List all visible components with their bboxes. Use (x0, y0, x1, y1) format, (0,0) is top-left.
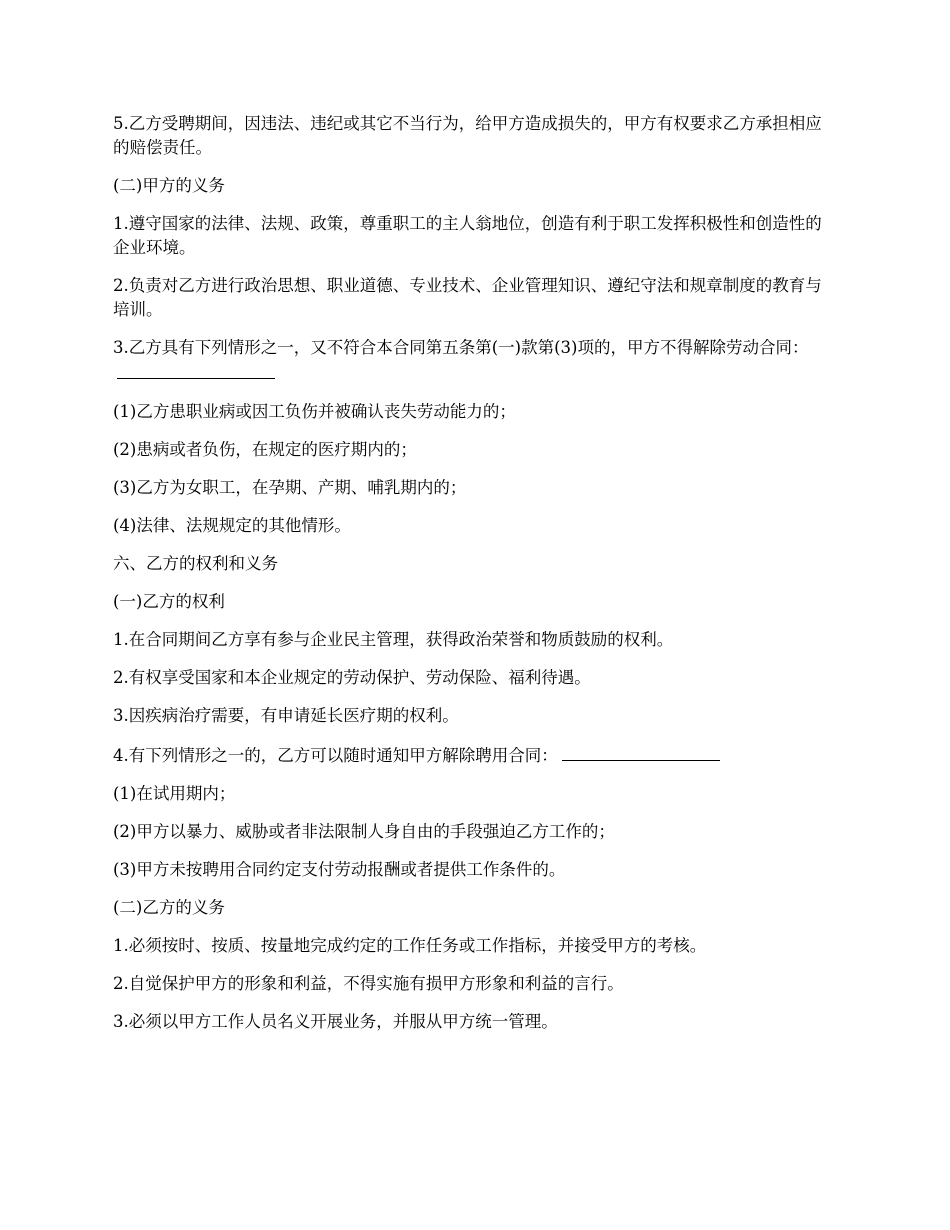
paragraph-16 (113, 782, 837, 806)
paragraph-18 (113, 858, 837, 882)
paragraph-text: 1.必须按时、按质、按量地完成约定的工作任务或工作指标，并接受甲方的考核。 (113, 936, 707, 955)
paragraph-5 (113, 336, 837, 386)
paragraph-1 (113, 112, 837, 160)
paragraph-text: (2)甲方以暴力、威胁或者非法限制人身自由的手段强迫乙方工作的； (113, 822, 615, 841)
paragraph-text: (2)患病或者负伤，在规定的医疗期内的； (113, 440, 417, 459)
paragraph-3 (113, 212, 837, 260)
paragraph-4 (113, 274, 837, 322)
paragraph-text: 2.负责对乙方进行政治思想、职业道德、专业技术、企业管理知识、遵纪守法和规章制度的教育与培训。 (113, 276, 822, 319)
paragraph-text: (1)在试用期内； (113, 784, 236, 803)
section-heading-party-b-rights (113, 590, 837, 614)
paragraph-6 (113, 400, 837, 424)
paragraph-text: (二)乙方的义务 (113, 898, 225, 917)
paragraph-13 (113, 666, 837, 690)
paragraph-text: (4)法律、法规规定的其他情形。 (113, 516, 351, 535)
paragraph-text: 六、乙方的权利和义务 (113, 554, 278, 573)
paragraph-text: 3.乙方具有下列情形之一，又不符合本合同第五条第(一)款第(3)项的，甲方不得解除劳动合同： (113, 338, 809, 357)
document-body (113, 112, 837, 1048)
paragraph-14 (113, 704, 837, 728)
paragraph-15 (113, 742, 837, 768)
paragraph-21 (113, 972, 837, 996)
paragraph-text: 2.自觉保护甲方的形象和利益，不得实施有损甲方形象和利益的言行。 (113, 974, 624, 993)
paragraph-17 (113, 820, 837, 844)
section-heading-party-a-obligations (113, 174, 837, 198)
paragraph-7 (113, 438, 837, 462)
paragraph-text: 3.因疾病治疗需要，有申请延长医疗期的权利。 (113, 706, 459, 725)
paragraph-20 (113, 934, 837, 958)
paragraph-text: (1)乙方患职业病或因工负伤并被确认丧失劳动能力的； (113, 402, 516, 421)
fill-in-blank-line (562, 742, 720, 761)
paragraph-text: 1.在合同期间乙方享有参与企业民主管理，获得政治荣誉和物质鼓励的权利。 (113, 630, 674, 649)
paragraph-22 (113, 1010, 837, 1034)
paragraph-text: 5.乙方受聘期间，因违法、违纪或其它不当行为，给甲方造成损失的，甲方有权要求乙方承担相应的赔偿责任。 (113, 114, 822, 157)
paragraph-text: 1.遵守国家的法律、法规、政策，尊重职工的主人翁地位，创造有利于职工发挥积极性和创造性的企业环境。 (113, 214, 822, 257)
paragraph-12 (113, 628, 837, 652)
section-heading-rights-and-obligations (113, 552, 837, 576)
paragraph-8 (113, 476, 837, 500)
paragraph-text: (一)乙方的权利 (113, 592, 225, 611)
paragraph-text: (3)乙方为女职工，在孕期、产期、哺乳期内的； (113, 478, 467, 497)
paragraph-text: 2.有权享受国家和本企业规定的劳动保护、劳动保险、福利待遇。 (113, 668, 591, 687)
paragraph-text: 3.必须以甲方工作人员名义开展业务，并服从甲方统一管理。 (113, 1012, 558, 1031)
fill-in-blank-line (117, 360, 275, 379)
paragraph-text: (3)甲方未按聘用合同约定支付劳动报酬或者提供工作条件的。 (113, 860, 566, 879)
section-heading-party-b-obligations (113, 896, 837, 920)
paragraph-9 (113, 514, 837, 538)
paragraph-text: (二)甲方的义务 (113, 176, 225, 195)
paragraph-text: 4.有下列情形之一的，乙方可以随时通知甲方解除聘用合同： (113, 746, 558, 765)
